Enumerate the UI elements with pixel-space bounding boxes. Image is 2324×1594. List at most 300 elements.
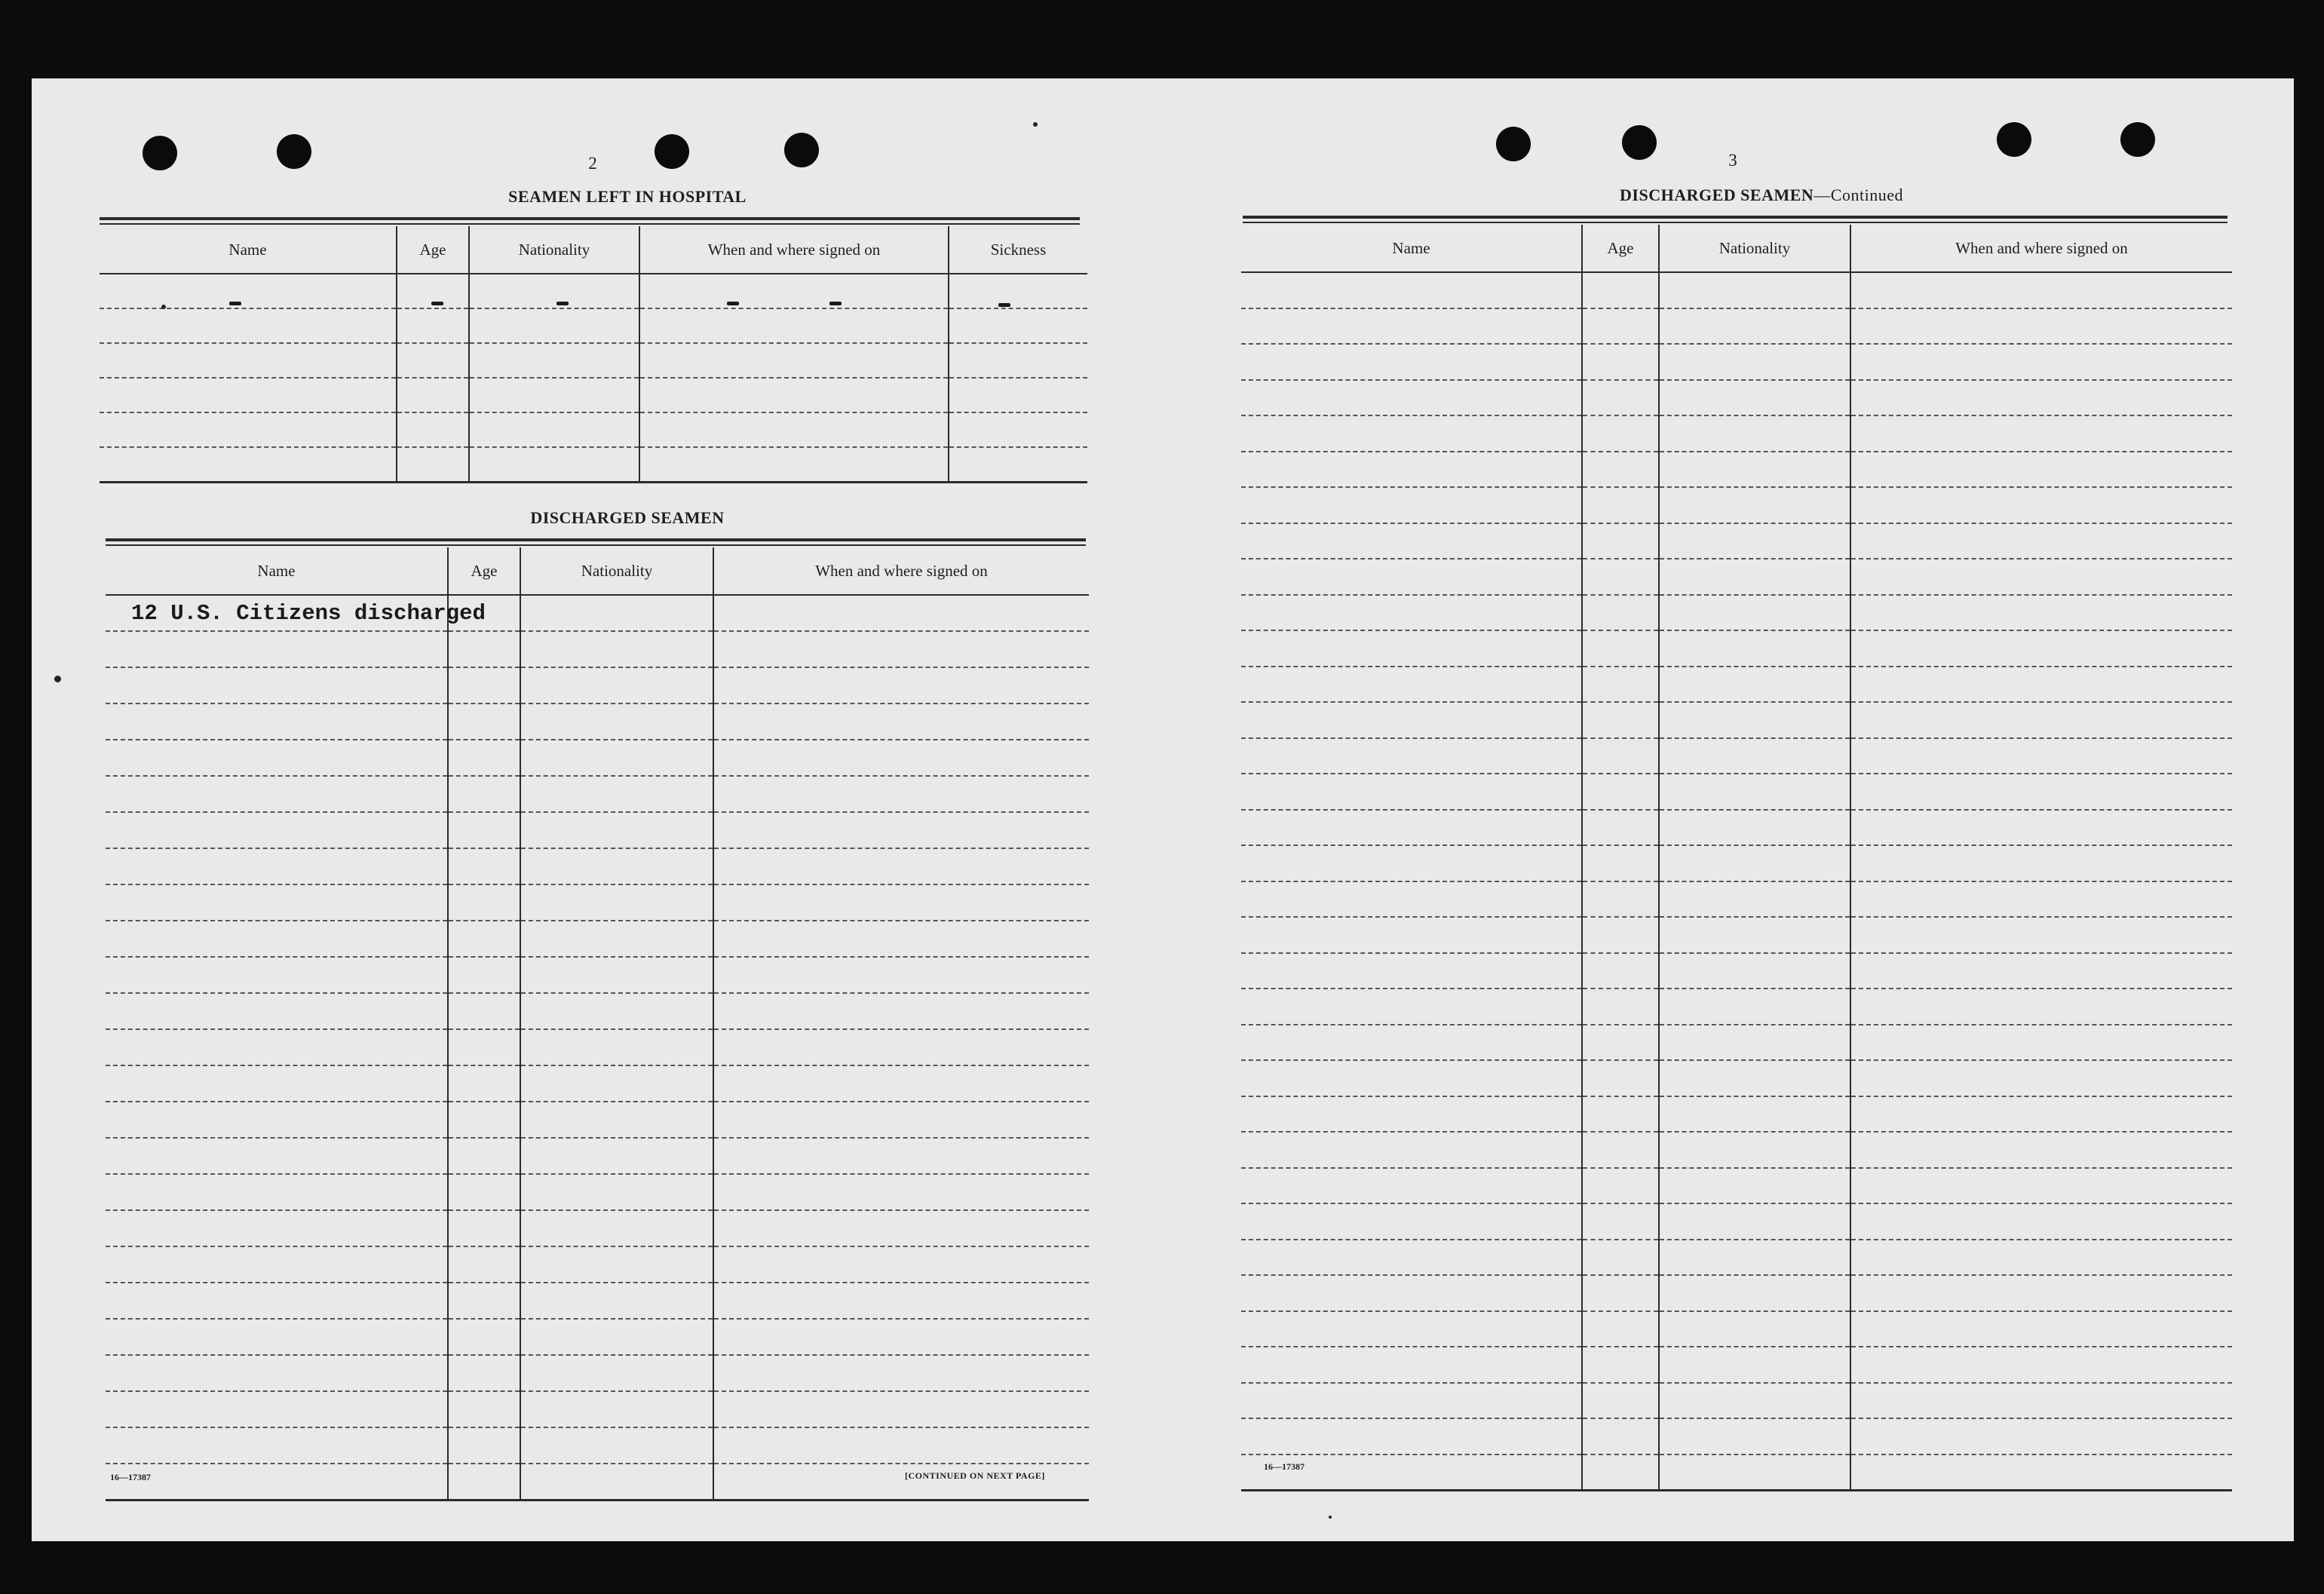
table-row	[1241, 989, 2232, 1025]
table-cell	[520, 667, 713, 704]
table-cell	[713, 1355, 1089, 1391]
table-cell	[1241, 630, 1582, 667]
table-cell	[469, 343, 639, 378]
column-header-name: Name	[106, 547, 448, 595]
table-row	[106, 884, 1089, 921]
table-row	[1241, 774, 2232, 810]
table-cell	[1241, 1132, 1582, 1168]
form-code: 16—17387	[1264, 1461, 1305, 1472]
table-cell	[520, 1283, 713, 1319]
table-cell	[1850, 1418, 2232, 1455]
table-row	[1241, 1060, 2232, 1096]
continued-note: [CONTINUED ON NEXT PAGE]	[905, 1470, 1045, 1481]
table-cell	[520, 993, 713, 1029]
table-cell	[1659, 702, 1850, 738]
table-row	[1241, 1347, 2232, 1383]
table-cell	[1582, 1132, 1659, 1168]
table-cell	[448, 1065, 520, 1102]
table-cell	[1659, 845, 1850, 881]
table-cell	[1659, 344, 1850, 380]
column-header-nationality: Nationality	[1659, 225, 1850, 272]
column-header-age: Age	[1582, 225, 1659, 272]
punch-hole	[143, 136, 177, 170]
typed-entry: 12 U.S. Citizens discharged	[131, 601, 486, 626]
table-row	[106, 631, 1089, 667]
title-text: DISCHARGED SEAMEN	[1620, 185, 1814, 204]
table-cell	[713, 1246, 1089, 1283]
table-cell	[713, 1102, 1089, 1138]
table-cell	[713, 1029, 1089, 1065]
table-cell	[106, 1138, 448, 1174]
table-cell	[1241, 559, 1582, 595]
table-row	[106, 1319, 1089, 1355]
table-cell	[1850, 1096, 2232, 1133]
table-row	[100, 447, 1087, 483]
table-row	[106, 1138, 1089, 1174]
table-cell	[1241, 881, 1582, 918]
table-row	[1241, 1096, 2232, 1133]
table-cell	[448, 1355, 520, 1391]
table-cell	[1850, 344, 2232, 380]
table-row	[1241, 702, 2232, 738]
table-cell	[1659, 1240, 1850, 1276]
table-cell	[1850, 1347, 2232, 1383]
table-cell	[713, 667, 1089, 704]
table-cell	[520, 812, 713, 848]
column-header-nationality: Nationality	[469, 226, 639, 274]
table-cell	[100, 412, 397, 447]
table-row	[1241, 272, 2232, 308]
table-cell	[106, 848, 448, 884]
table-cell	[1582, 1383, 1659, 1419]
hospital-table-body	[100, 274, 1087, 483]
table-cell	[713, 1391, 1089, 1427]
table-row	[106, 1174, 1089, 1210]
table-cell	[1582, 989, 1659, 1025]
table-cell	[1850, 1132, 2232, 1168]
table-cell	[1659, 1025, 1850, 1061]
table-cell	[1659, 1418, 1850, 1455]
table-cell	[1659, 272, 1850, 308]
table-cell	[1659, 810, 1850, 846]
table-cell	[106, 704, 448, 740]
table-row	[100, 308, 1087, 343]
table-cell	[520, 595, 713, 631]
table-cell	[949, 412, 1087, 447]
table-cell	[448, 1319, 520, 1355]
table-cell	[1659, 774, 1850, 810]
table-cell	[1582, 559, 1659, 595]
table-cell	[469, 308, 639, 343]
ditto-mark	[556, 302, 569, 305]
table-row	[1241, 917, 2232, 953]
column-header-name: Name	[1241, 225, 1582, 272]
table-cell	[1582, 272, 1659, 308]
table-cell	[520, 1355, 713, 1391]
table-row	[1241, 1240, 2232, 1276]
stray-mark	[1329, 1516, 1332, 1519]
table-cell	[713, 776, 1089, 812]
table-cell	[520, 631, 713, 667]
table-cell	[100, 308, 397, 343]
table-row	[1241, 1025, 2232, 1061]
table-cell	[520, 1464, 713, 1501]
table-cell	[448, 1138, 520, 1174]
punch-hole	[277, 134, 311, 169]
table-cell	[1582, 523, 1659, 559]
table-header-row	[100, 226, 1087, 274]
table-row	[1241, 810, 2232, 846]
table-cell	[1582, 630, 1659, 667]
table-cell	[520, 1427, 713, 1464]
table-cell	[1241, 1347, 1582, 1383]
stray-mark	[1033, 122, 1038, 127]
table-cell	[1850, 1275, 2232, 1311]
table-row	[106, 667, 1089, 704]
table-cell	[469, 274, 639, 308]
table-cell	[106, 1102, 448, 1138]
table-cell	[520, 921, 713, 957]
table-cell	[713, 1174, 1089, 1210]
table-row	[1241, 1275, 2232, 1311]
table-cell	[1850, 452, 2232, 488]
table-row	[1241, 452, 2232, 488]
table-row	[1241, 487, 2232, 523]
table-cell	[106, 1246, 448, 1283]
table-row	[106, 921, 1089, 957]
table-cell	[713, 1283, 1089, 1319]
table-cell	[1659, 630, 1850, 667]
table-cell	[713, 957, 1089, 993]
table-cell	[949, 343, 1087, 378]
table-cell	[639, 343, 949, 378]
table-cell	[1241, 1203, 1582, 1240]
double-rule	[106, 538, 1086, 541]
table-cell	[1582, 1275, 1659, 1311]
table-cell	[1659, 452, 1850, 488]
table-cell	[1241, 523, 1582, 559]
table-cell	[1241, 774, 1582, 810]
table-cell	[106, 776, 448, 812]
table-cell	[1241, 1383, 1582, 1419]
table-row	[106, 1210, 1089, 1246]
table-row	[1241, 308, 2232, 345]
table-cell	[469, 447, 639, 483]
table-row	[106, 740, 1089, 776]
table-cell	[713, 704, 1089, 740]
table-cell	[1582, 308, 1659, 345]
hospital-section-title: SEAMEN LEFT IN HOSPITAL	[508, 187, 747, 206]
table-cell	[520, 957, 713, 993]
table-cell	[106, 884, 448, 921]
table-cell	[1582, 702, 1659, 738]
table-cell	[397, 343, 469, 378]
table-row	[1241, 1168, 2232, 1204]
table-cell	[469, 412, 639, 447]
table-cell	[448, 1283, 520, 1319]
table-row	[106, 812, 1089, 848]
table-cell	[520, 1138, 713, 1174]
table-cell	[1241, 452, 1582, 488]
table-cell	[639, 412, 949, 447]
table-cell	[106, 1391, 448, 1427]
table-row	[1241, 344, 2232, 380]
table-cell	[1850, 1168, 2232, 1204]
table-row	[100, 274, 1087, 308]
table-cell	[1659, 523, 1850, 559]
table-cell	[639, 274, 949, 308]
ditto-mark	[431, 302, 443, 305]
table-cell	[713, 1319, 1089, 1355]
table-cell	[1582, 415, 1659, 452]
table-row	[100, 343, 1087, 378]
table-cell	[520, 740, 713, 776]
table-cell	[1582, 774, 1659, 810]
table-cell	[1850, 1383, 2232, 1419]
table-cell	[448, 740, 520, 776]
table-cell	[520, 1174, 713, 1210]
table-cell	[1241, 1275, 1582, 1311]
table-cell	[713, 848, 1089, 884]
table-cell	[1850, 667, 2232, 703]
table-cell	[1241, 272, 1582, 308]
table-cell	[1659, 989, 1850, 1025]
table-cell	[448, 993, 520, 1029]
table-cell	[713, 1210, 1089, 1246]
table-cell	[1659, 738, 1850, 774]
table-cell	[100, 447, 397, 483]
table-cell	[448, 884, 520, 921]
table-row	[106, 957, 1089, 993]
table-cell	[1850, 380, 2232, 416]
table-cell	[1241, 953, 1582, 989]
table-row	[1241, 1455, 2232, 1491]
table-cell	[1582, 953, 1659, 989]
table-cell	[106, 1283, 448, 1319]
table-cell	[520, 1065, 713, 1102]
table-cell	[520, 1102, 713, 1138]
table-cell	[106, 1464, 448, 1501]
table-cell	[1582, 881, 1659, 918]
table-cell	[448, 848, 520, 884]
table-cell	[1582, 452, 1659, 488]
ditto-mark	[727, 302, 739, 305]
table-cell	[713, 1427, 1089, 1464]
table-cell	[1850, 989, 2232, 1025]
table-cell	[1850, 881, 2232, 918]
table-cell	[713, 993, 1089, 1029]
table-cell	[1659, 380, 1850, 416]
table-cell	[1659, 487, 1850, 523]
double-rule	[100, 217, 1080, 220]
table-cell	[1582, 810, 1659, 846]
table-row	[1241, 953, 2232, 989]
table-row	[1241, 415, 2232, 452]
table-cell	[520, 1246, 713, 1283]
table-cell	[1582, 1311, 1659, 1347]
discharged-section-title: DISCHARGED SEAMEN	[530, 508, 725, 527]
table-row	[106, 704, 1089, 740]
table-cell	[1850, 810, 2232, 846]
double-rule	[1243, 216, 2227, 219]
table-cell	[106, 1319, 448, 1355]
table-cell	[949, 378, 1087, 412]
column-header-age: Age	[397, 226, 469, 274]
table-cell	[713, 1065, 1089, 1102]
table-cell	[1659, 917, 1850, 953]
table-row	[106, 1029, 1089, 1065]
table-cell	[1659, 1383, 1850, 1419]
table-cell	[713, 1464, 1089, 1501]
table-cell	[1582, 1025, 1659, 1061]
hospital-table	[100, 226, 1087, 483]
table-row	[1241, 630, 2232, 667]
table-cell	[1241, 702, 1582, 738]
table-cell	[397, 308, 469, 343]
table-cell	[520, 1029, 713, 1065]
table-row	[106, 1283, 1089, 1319]
table-cell	[1241, 308, 1582, 345]
table-cell	[1241, 1418, 1582, 1455]
table-cell	[1241, 487, 1582, 523]
table-cell	[1659, 1203, 1850, 1240]
table-cell	[1241, 667, 1582, 703]
table-cell	[1582, 738, 1659, 774]
table-cell	[639, 308, 949, 343]
table-cell	[1850, 272, 2232, 308]
punch-hole	[1622, 125, 1657, 160]
table-cell	[1659, 415, 1850, 452]
table-cell	[949, 274, 1087, 308]
table-cell	[639, 447, 949, 483]
table-cell	[1659, 1275, 1850, 1311]
table-cell	[1850, 1025, 2232, 1061]
table-cell	[1850, 415, 2232, 452]
table-cell	[713, 740, 1089, 776]
discharged-continued-table	[1241, 225, 2232, 1491]
page-number: 2	[588, 154, 597, 173]
table-cell	[1582, 1418, 1659, 1455]
table-cell	[1850, 953, 2232, 989]
table-cell	[1659, 1455, 1850, 1491]
table-row	[106, 1427, 1089, 1464]
table-cell	[520, 776, 713, 812]
table-cell	[1850, 487, 2232, 523]
table-cell	[1241, 989, 1582, 1025]
table-cell	[1850, 559, 2232, 595]
punch-hole	[2120, 122, 2155, 157]
table-cell	[1850, 845, 2232, 881]
table-cell	[1850, 738, 2232, 774]
table-cell	[106, 957, 448, 993]
table-cell	[106, 1355, 448, 1391]
table-row	[1241, 1203, 2232, 1240]
table-cell	[397, 378, 469, 412]
table-cell	[713, 1138, 1089, 1174]
table-cell	[448, 1174, 520, 1210]
table-row	[1241, 1132, 2232, 1168]
page-number: 3	[1728, 151, 1737, 170]
table-cell	[1850, 630, 2232, 667]
discharged-table-body	[106, 595, 1089, 1501]
table-cell	[1582, 1168, 1659, 1204]
table-cell	[1850, 774, 2232, 810]
table-cell	[1582, 380, 1659, 416]
table-cell	[713, 921, 1089, 957]
table-cell	[1850, 1455, 2232, 1491]
punch-hole	[1997, 122, 2031, 157]
table-cell	[106, 1065, 448, 1102]
table-cell	[1241, 415, 1582, 452]
table-cell	[520, 1391, 713, 1427]
table-cell	[1582, 1240, 1659, 1276]
table-cell	[448, 957, 520, 993]
table-row	[1241, 1383, 2232, 1419]
table-cell	[1241, 738, 1582, 774]
table-row	[106, 993, 1089, 1029]
table-cell	[1659, 1132, 1850, 1168]
table-row	[1241, 595, 2232, 631]
table-cell	[1659, 559, 1850, 595]
table-row	[106, 1391, 1089, 1427]
table-cell	[520, 884, 713, 921]
table-cell	[1582, 1347, 1659, 1383]
table-cell	[1241, 380, 1582, 416]
table-row	[1241, 1418, 2232, 1455]
table-cell	[1659, 595, 1850, 631]
table-row	[106, 776, 1089, 812]
table-cell	[1659, 308, 1850, 345]
table-cell	[1582, 917, 1659, 953]
table-cell	[448, 1210, 520, 1246]
table-cell	[1659, 953, 1850, 989]
punch-hole	[655, 134, 689, 169]
table-cell	[1582, 487, 1659, 523]
stray-mark	[54, 676, 61, 682]
table-cell	[448, 1102, 520, 1138]
table-header-row	[1241, 225, 2232, 272]
table-row	[1241, 380, 2232, 416]
table-cell	[1850, 1060, 2232, 1096]
table-header-row	[106, 547, 1089, 595]
table-cell	[520, 704, 713, 740]
table-cell	[1241, 1025, 1582, 1061]
table-row	[106, 1355, 1089, 1391]
document-sheet	[32, 78, 2294, 1541]
table-cell	[949, 308, 1087, 343]
punch-hole	[784, 133, 819, 167]
table-cell	[1582, 845, 1659, 881]
table-cell	[448, 776, 520, 812]
table-cell	[1850, 523, 2232, 559]
table-row	[106, 1065, 1089, 1102]
table-cell	[1241, 1096, 1582, 1133]
table-cell	[106, 993, 448, 1029]
table-row	[106, 595, 1089, 631]
table-cell	[106, 1029, 448, 1065]
punch-hole	[1496, 127, 1531, 161]
table-cell	[520, 1210, 713, 1246]
table-cell	[1659, 667, 1850, 703]
table-cell	[1241, 917, 1582, 953]
table-cell	[1582, 1455, 1659, 1491]
table-cell	[1659, 1347, 1850, 1383]
table-cell	[106, 631, 448, 667]
table-cell	[100, 343, 397, 378]
table-cell	[106, 740, 448, 776]
table-cell	[448, 631, 520, 667]
table-cell	[1241, 1240, 1582, 1276]
